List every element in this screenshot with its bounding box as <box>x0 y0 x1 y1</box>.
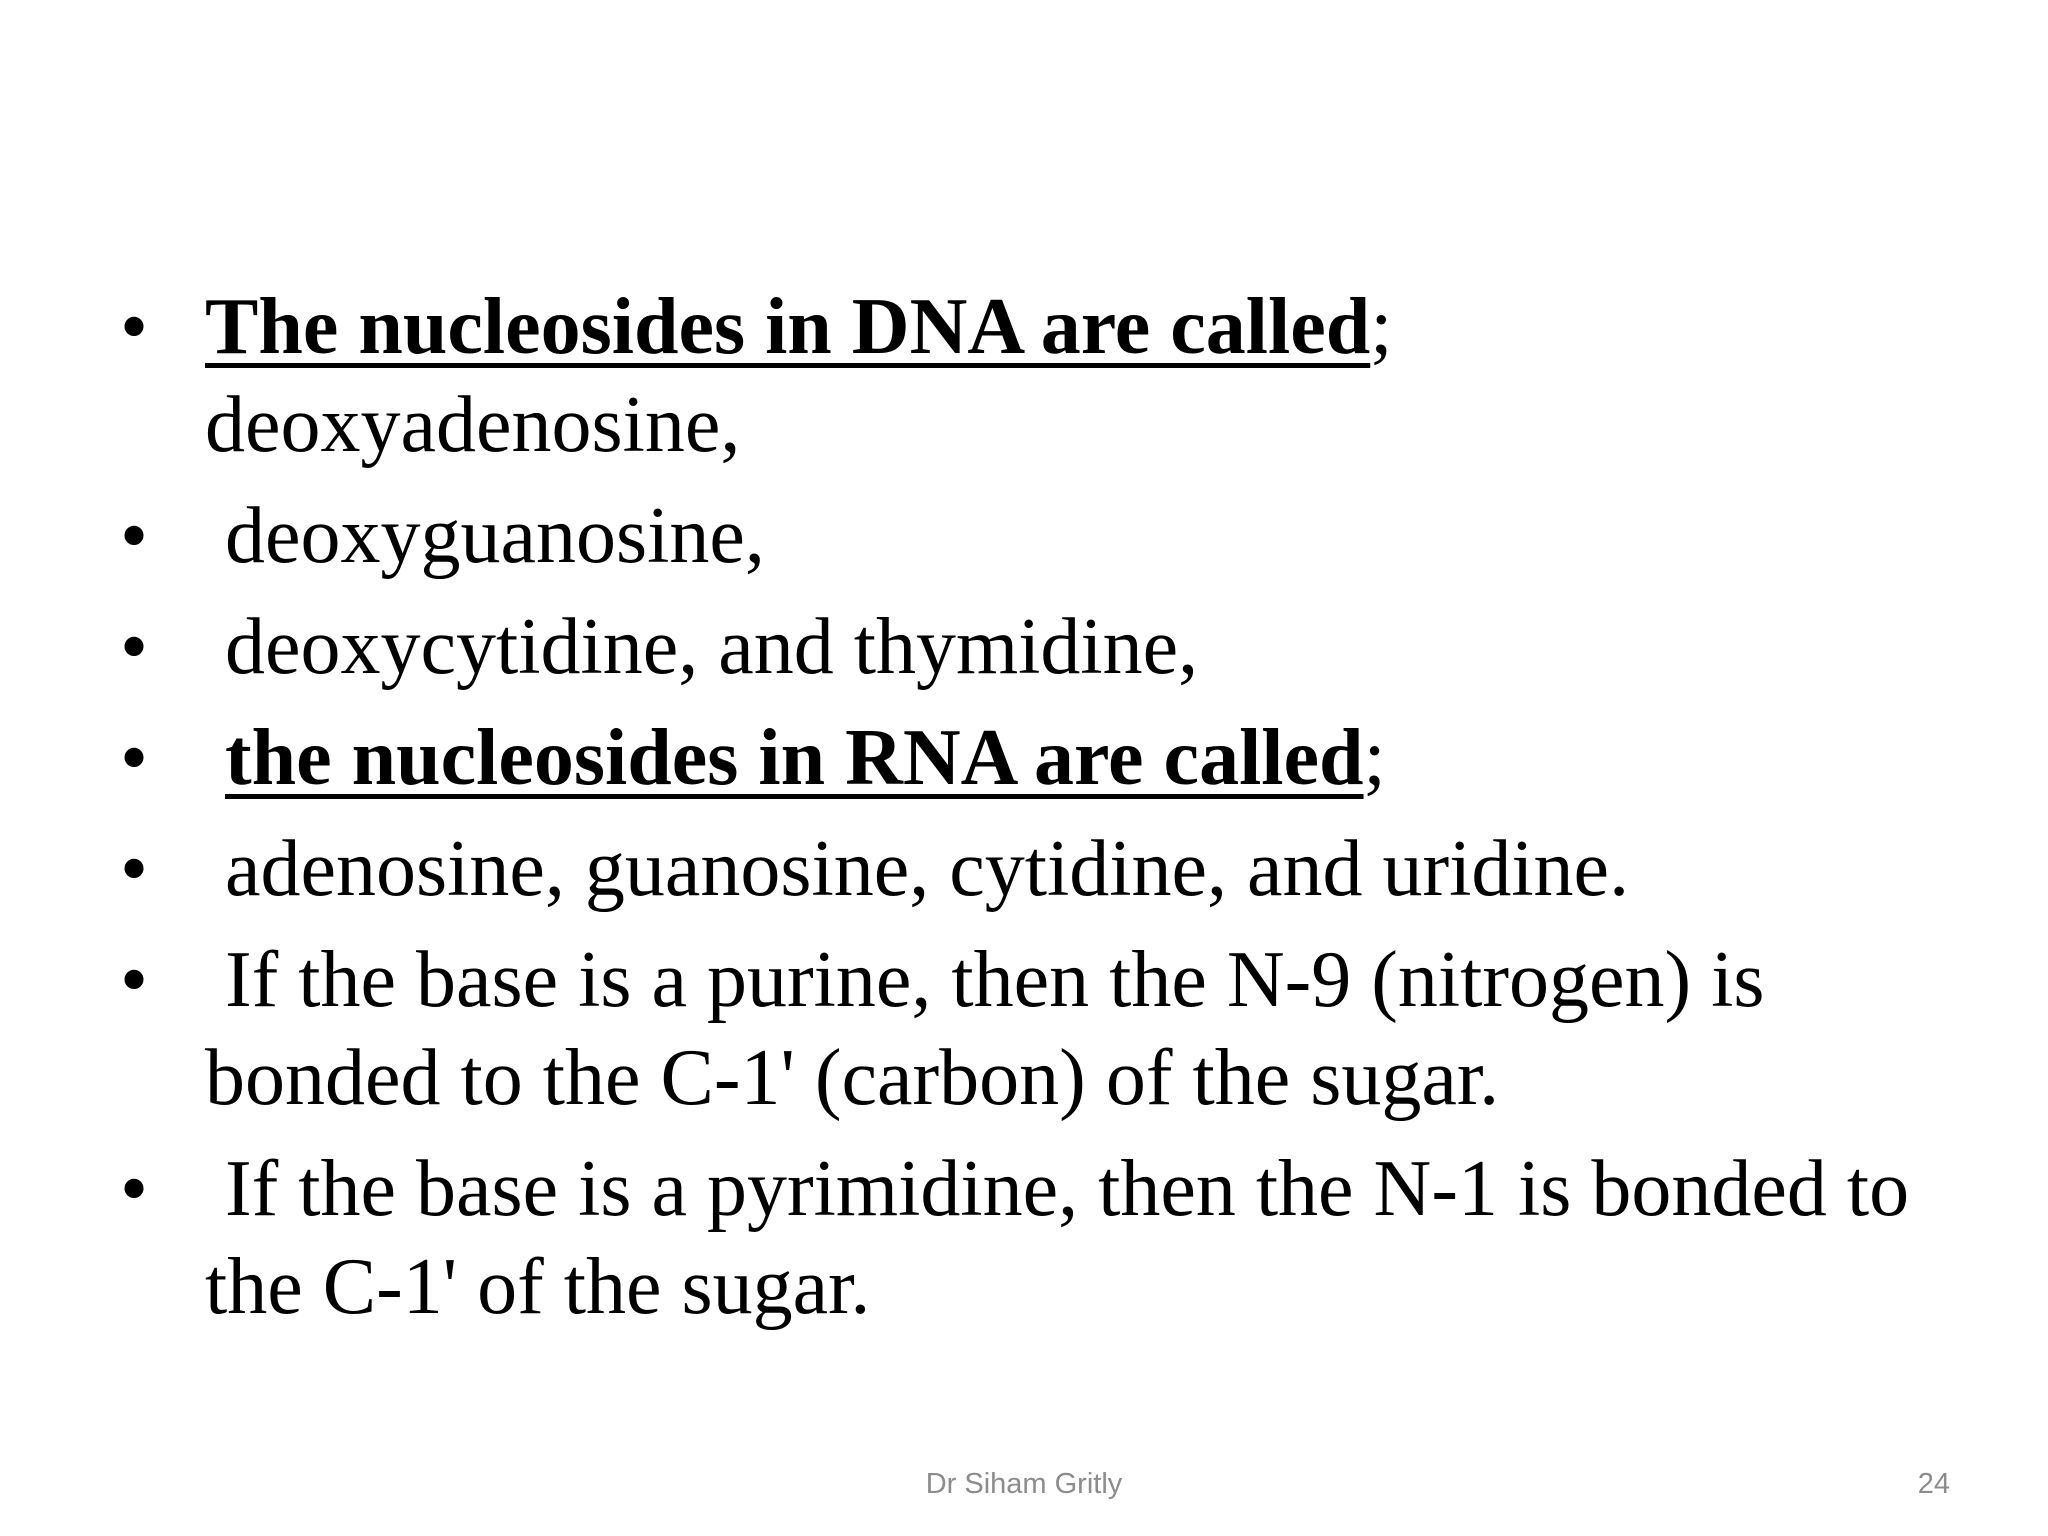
bullet-dot-icon: • <box>120 936 149 1024</box>
bullet-text: deoxycytidine, and thymidine, <box>205 603 1199 691</box>
bullet-purine-bond <box>120 931 1960 1127</box>
bullet-text: deoxyadenosine, <box>205 381 741 469</box>
bullet-text: deoxyguanosine, <box>205 492 765 580</box>
bullet-text: If the base is a pyrimidine, then the N-1 is bonded to the C-1' of the sugar. <box>205 1145 1930 1331</box>
footer-author: Dr Siham Gritly <box>925 1468 1123 1500</box>
bullet-dot-icon: • <box>120 825 149 913</box>
bullet-rna-heading <box>120 709 1960 807</box>
leading-space <box>205 714 225 802</box>
bullet-text: adenosine, guanosine, cytidine, and uridine. <box>205 825 1630 913</box>
page-number: 24 <box>1917 1468 1950 1500</box>
bullet-pyrimidine-bond <box>120 1140 1960 1336</box>
bullet-deoxycytidine <box>120 598 1960 696</box>
rna-nucleosides-heading: the nucleosides in RNA are called <box>225 714 1364 802</box>
bullet-dot-icon: • <box>120 714 149 802</box>
bullet-dot-icon: • <box>120 1145 149 1233</box>
bullet-dot-icon: • <box>120 603 149 691</box>
dna-nucleosides-heading: The nucleosides in DNA are called <box>205 283 1371 371</box>
heading-punctuation: ; <box>1370 283 1393 371</box>
bullet-dot-icon: • <box>120 283 149 371</box>
bullet-deoxyguanosine <box>120 487 1960 585</box>
heading-punctuation: ; <box>1363 714 1386 802</box>
bullet-dot-icon: • <box>120 492 149 580</box>
bullet-dna-heading <box>120 278 1960 474</box>
bullet-list <box>120 278 1960 1349</box>
bullet-text: If the base is a purine, then the N-9 (nitrogen) is bonded to the C-1' (carbon) of the sugar. <box>205 936 1785 1122</box>
bullet-rna-nucleosides <box>120 820 1960 918</box>
